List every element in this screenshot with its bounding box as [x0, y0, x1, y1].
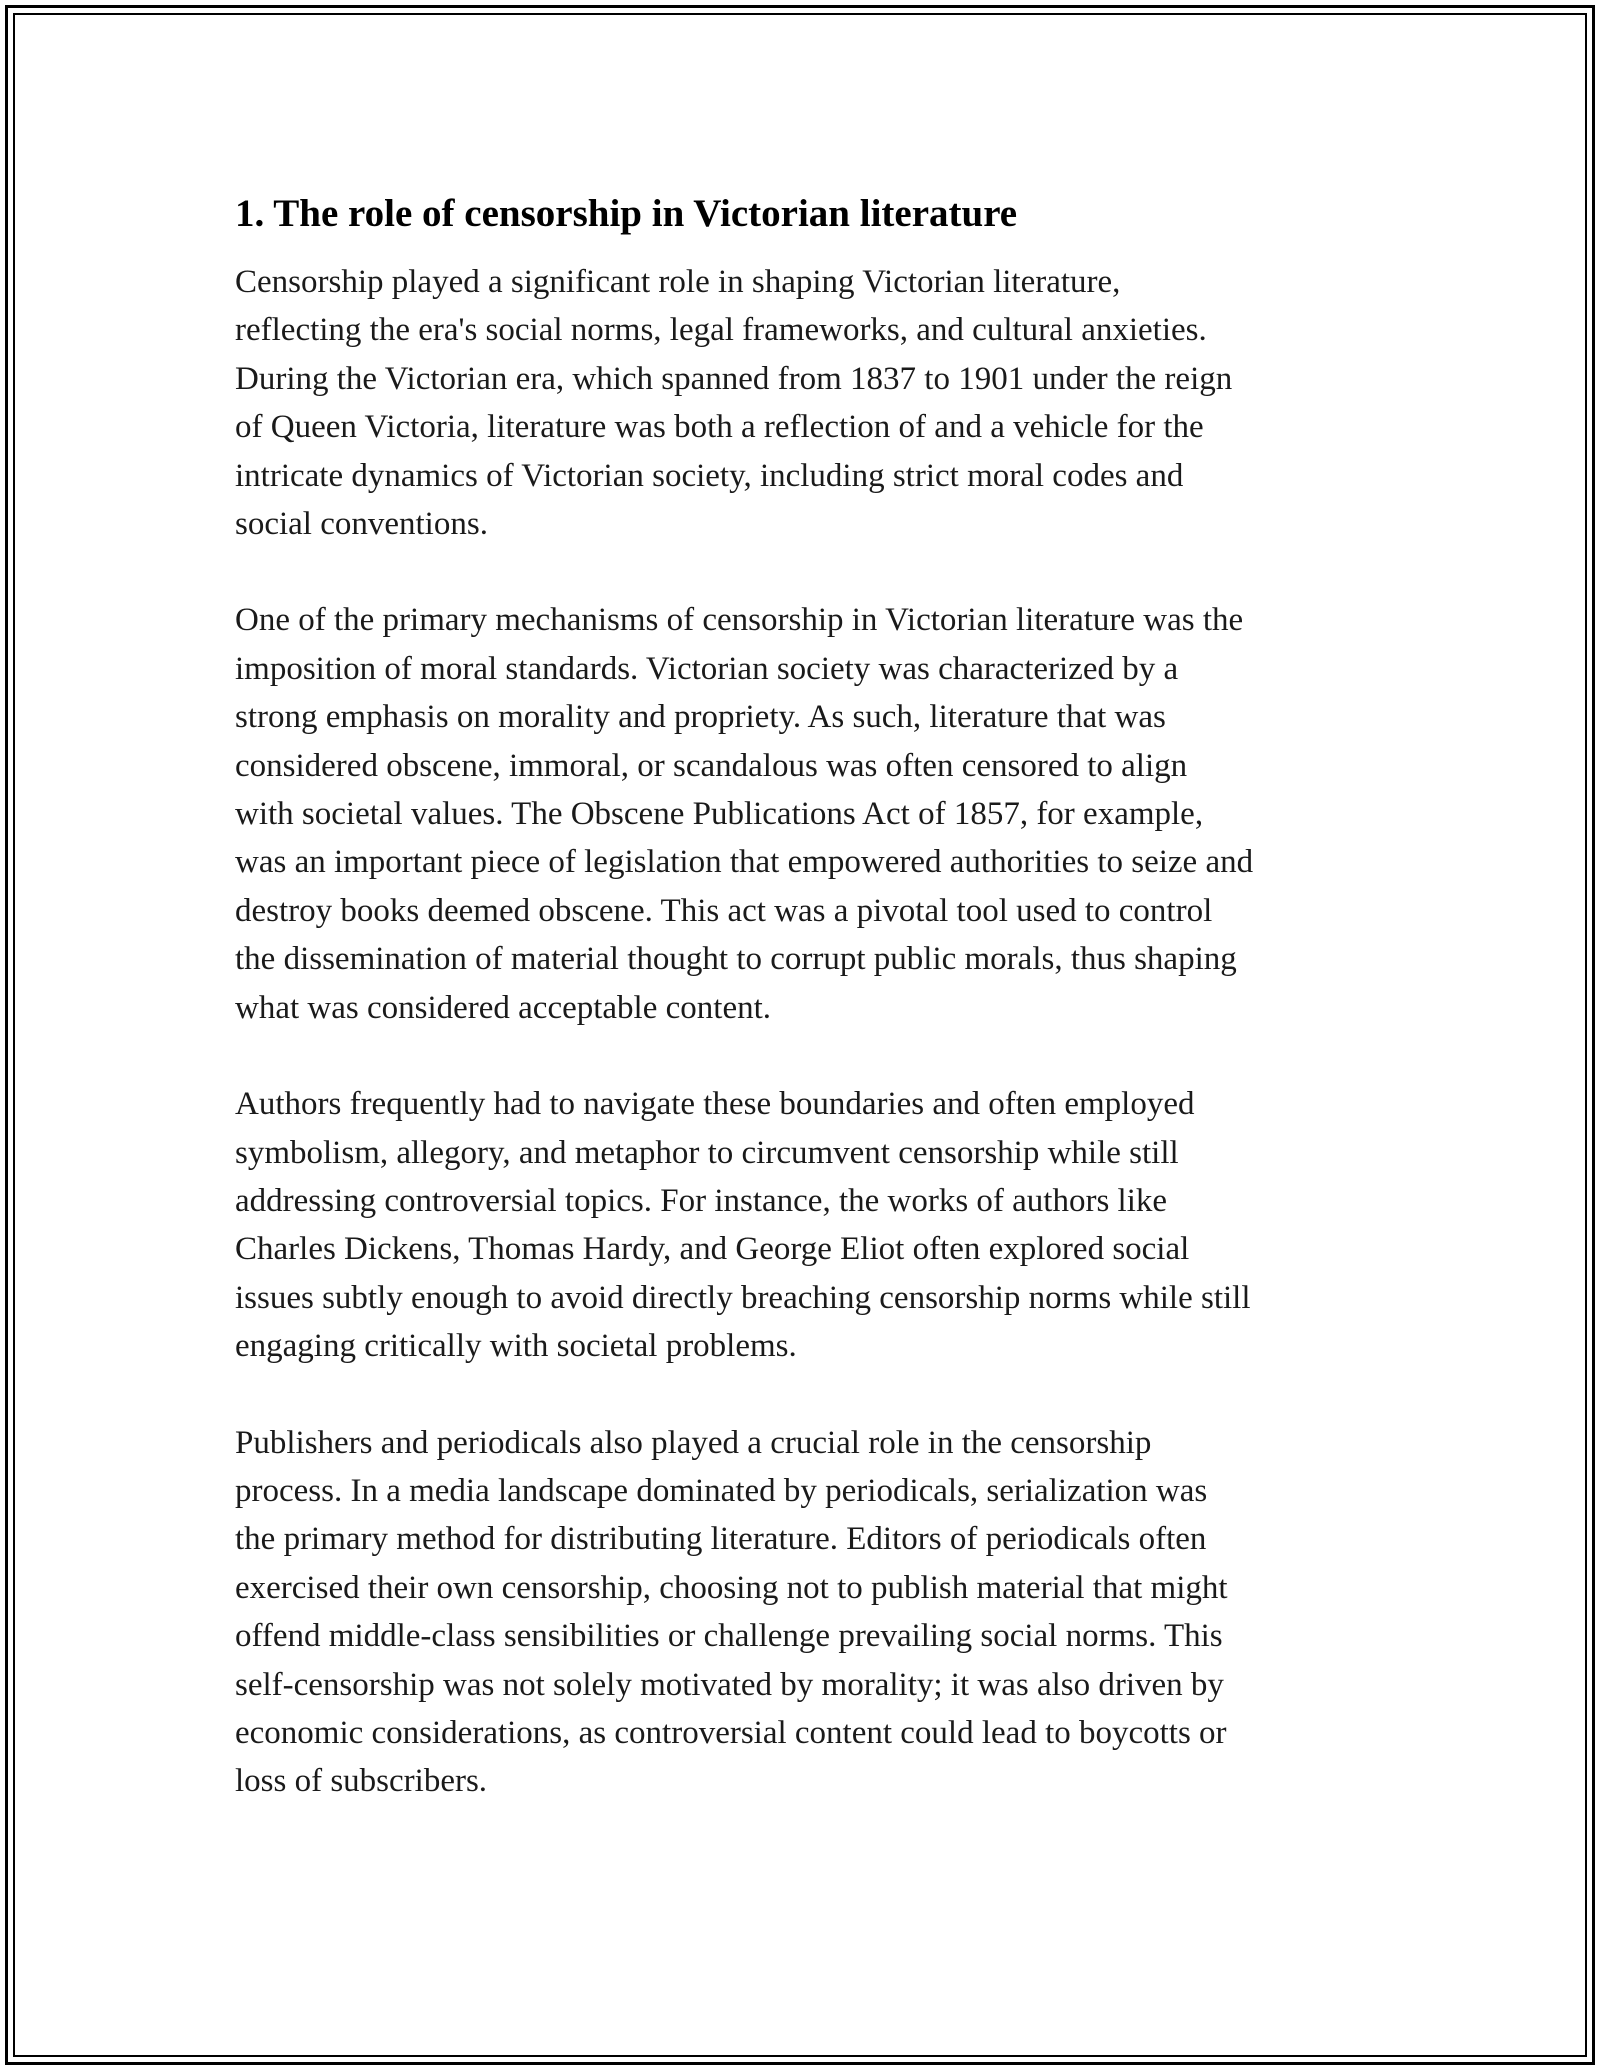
document-body: [235, 188, 1385, 1806]
paragraph-moral-standards: One of the primary mechanisms of censorship in Victorian literature was the imposition of moral standards. Victorian society was characterized by a strong emphasis on morality and propriety. As such, literature that was considered obscene, immoral, or scandalous was often censored to align with societal values. The Obscene Publications Act of 1857, for example, was an important piece of legislation that empowered authorities to seize and destroy books deemed obscene. This act was a pivotal tool used to control the dissemination of material thought to corrupt public morals, thus shaping what was considered acceptable content.: [235, 602, 1254, 1026]
paragraph-authors: Authors frequently had to navigate these boundaries and often employed symbolism, allegory, and metaphor to circumvent censorship while still addressing controversial topics. For instance, the works of authors like Charles Dickens, Thomas Hardy, and George Eliot often explored social issues subtly enough to avoid directly breaching censorship norms while still engaging critically with societal problems.: [235, 1086, 1251, 1365]
paragraph-publishers: Publishers and periodicals also played a crucial role in the censorship process. In a media landscape dominated by periodicals, serialization was the primary method for distributing literature. Editors of periodicals often exercised their own censorship, choosing not to publish material that might offend middle-class sensibilities or challenge prevailing social norms. This self-censorship was not solely motivated by morality; it was also driven by economic considerations, as controversial content could lead to boycotts or loss of subscribers.: [235, 1424, 1228, 1800]
section-heading: 1. The role of censorship in Victorian literature: [235, 192, 1018, 235]
paragraph-intro: Censorship played a significant role in shaping Victorian literature, reflecting the era's social norms, legal frameworks, and cultural anxieties. During the Victorian era, which spanned from 1837 to 1901 under the reign of Queen Victoria, literature was both a reflection of and a vehicle for the intricate dynamics of Victorian society, including strict moral codes and social conventions.: [235, 264, 1233, 543]
